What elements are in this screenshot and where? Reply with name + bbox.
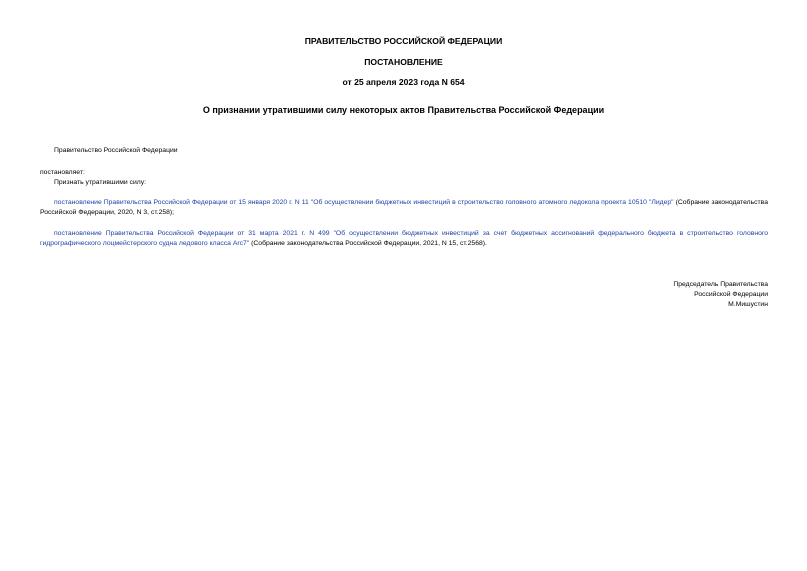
repealed-act-source: (Собрание законодательства Российской Федерации, 2020, N 3, ст.258);	[40, 199, 768, 216]
issuer-text: Правительство Российской Федерации	[54, 147, 178, 154]
government-heading: ПРАВИТЕЛЬСТВО РОССИЙСКОЙ ФЕДЕРАЦИИ	[304, 36, 503, 46]
signatory-position-line2: Российской Федерации	[694, 291, 768, 298]
repealed-act-item	[40, 198, 768, 217]
document-subject-title: О признании утратившими силу некоторых актов Правительства Российской Федерации	[202, 105, 605, 115]
document-date-number: от 25 апреля 2023 года N 654	[342, 77, 465, 87]
signatory-position-line1: Председатель Правительства	[673, 281, 768, 288]
signatory-name: М.Мишустин	[728, 301, 768, 308]
recognize-text: Признать утратившими силу:	[54, 179, 147, 186]
repealed-act-item	[40, 229, 768, 248]
document-type-heading: ПОСТАНОВЛЕНИЕ	[364, 57, 443, 67]
decrees-text: постановляет:	[40, 169, 85, 176]
repealed-act-source: (Собрание законодательства Российской Федерации, 2021, N 15, ст.2568).	[249, 239, 487, 247]
repealed-act-link[interactable]: постановление Правительства Российской Федерации от 15 января 2020 г. N 11 "Об осуществлении бюджетных инвестиций в строительство головного атомного ледокола проекта 10510 "Лидер"	[54, 199, 674, 206]
repealed-act-link[interactable]: постановление Правительства Российской Федерации от 31 марта 2021 г. N 499 "Об осуществлении бюджетных инвестиций за счет бюджетных ассигнований федерального бюджета в строительство головного гидрографического лоцмейстерского судна ледового класса Arc7"	[40, 230, 768, 247]
